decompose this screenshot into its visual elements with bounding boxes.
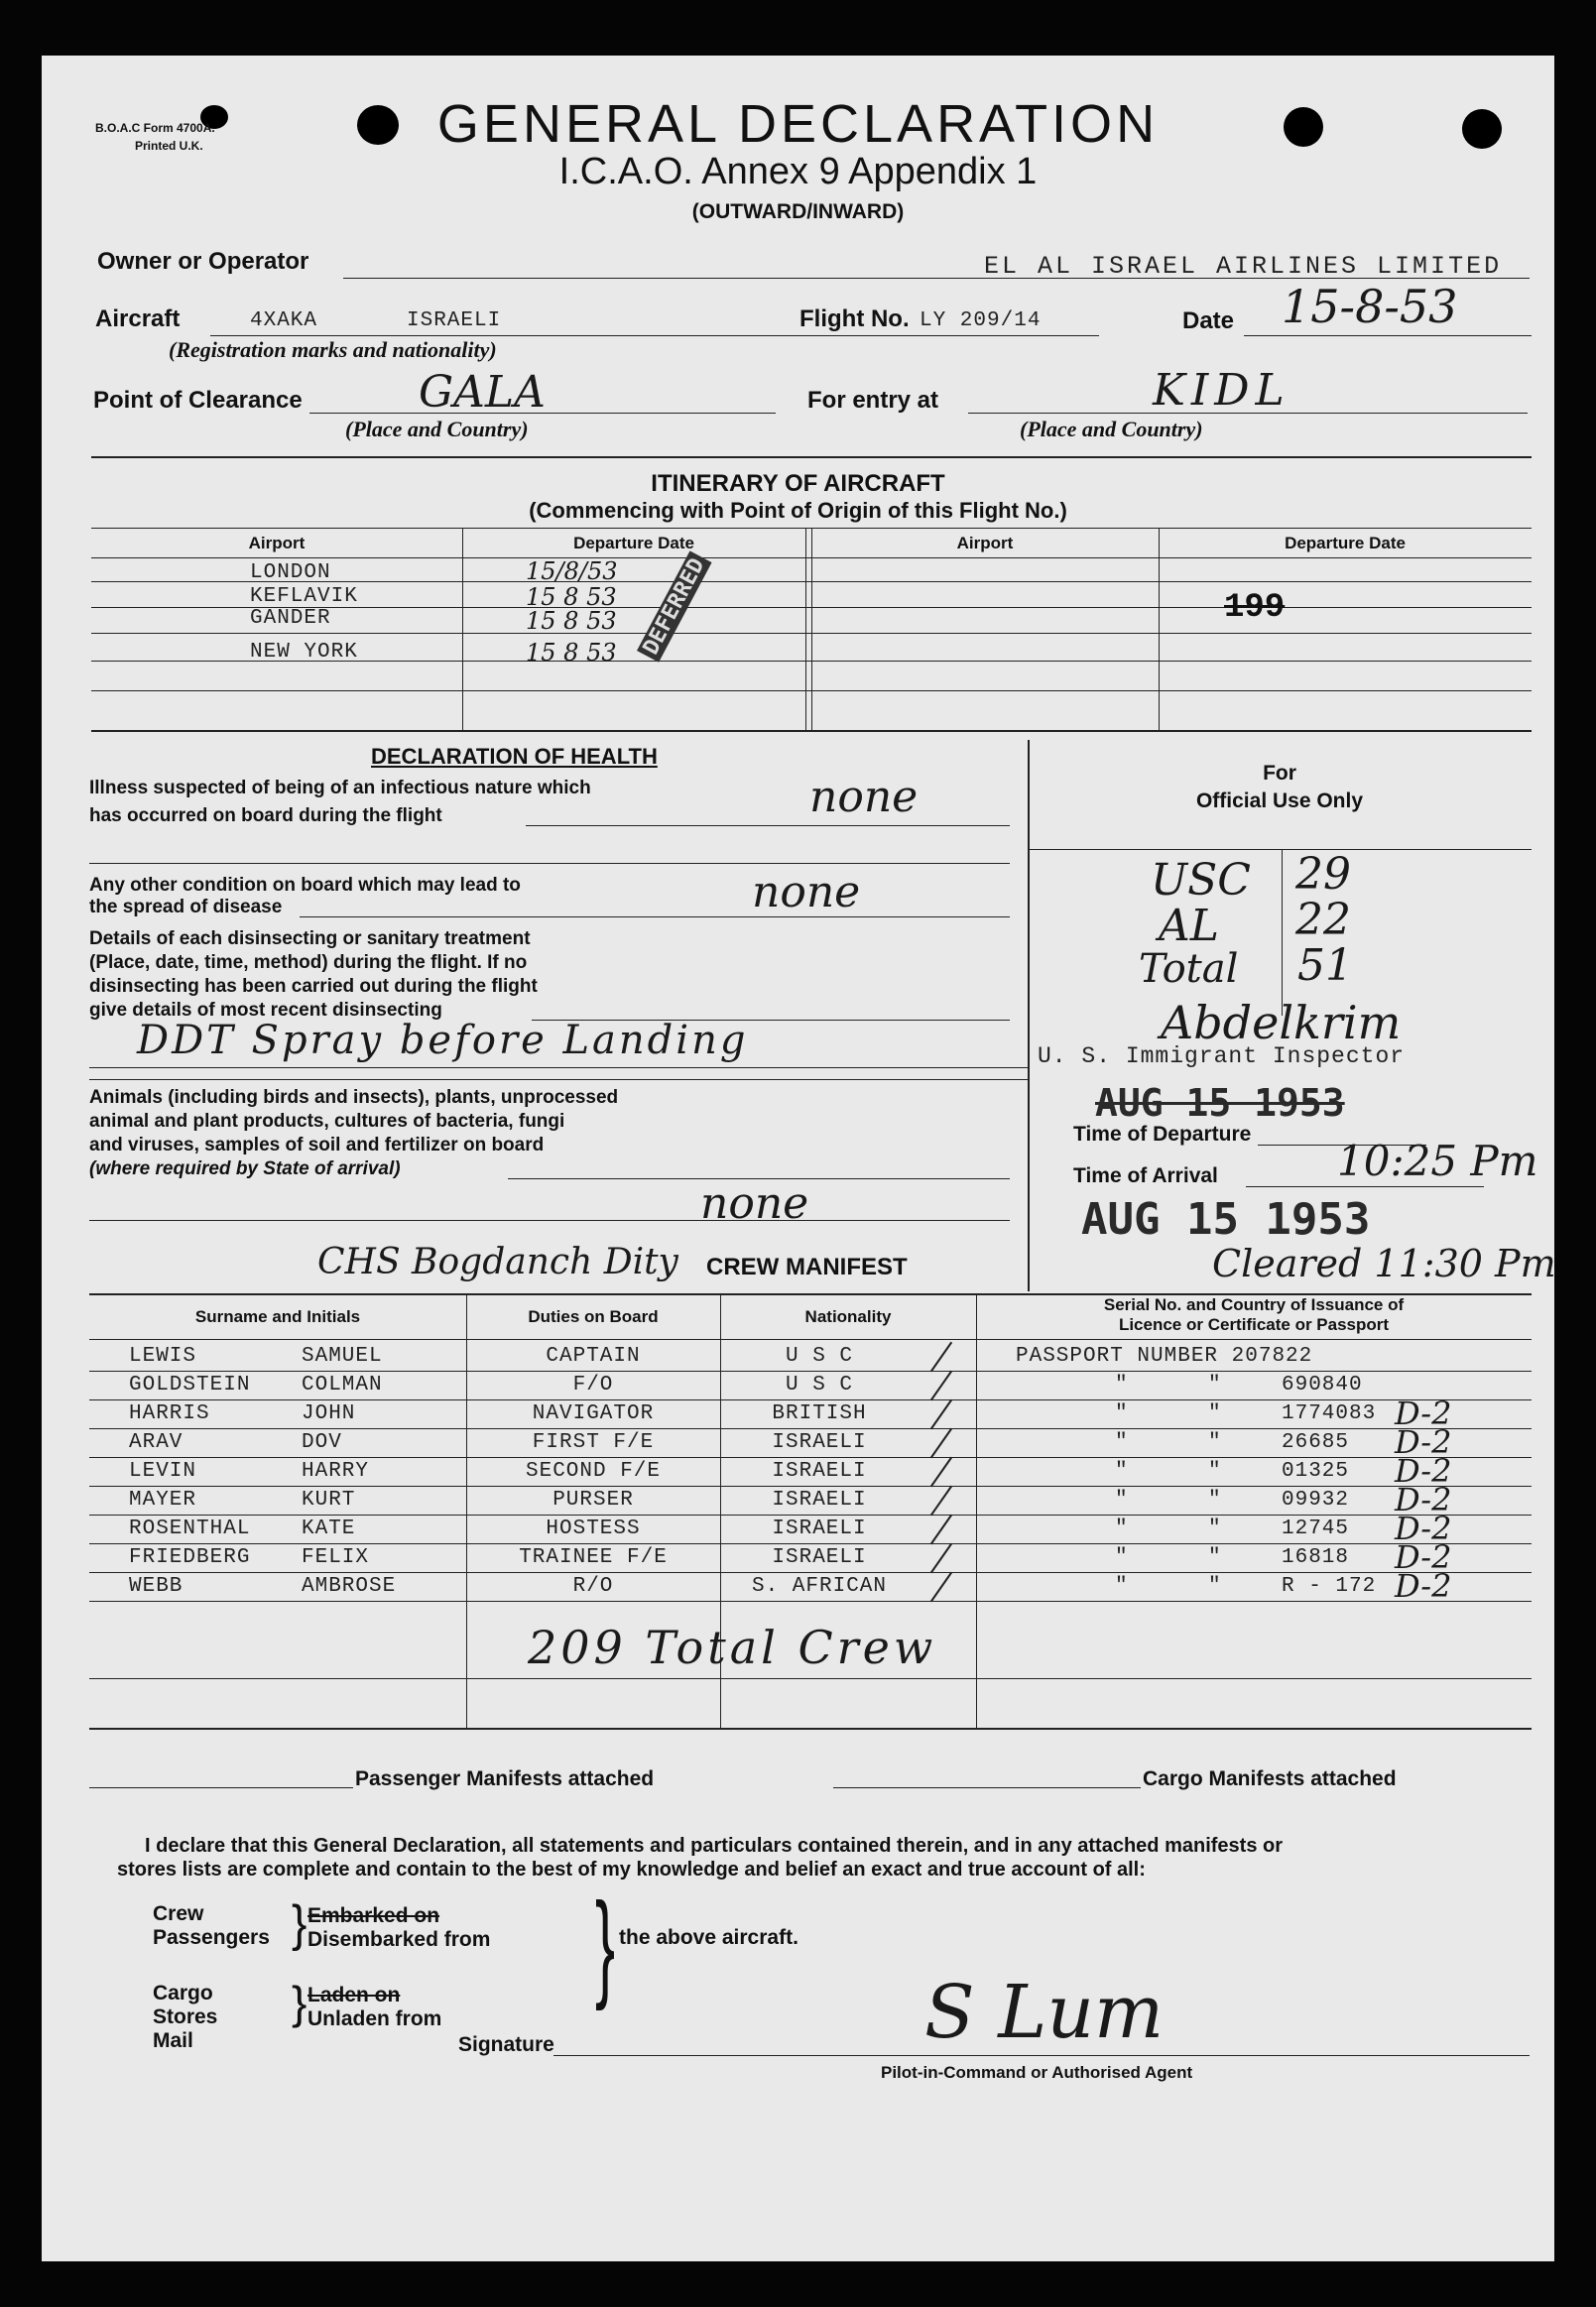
- crew-row-line: [89, 1601, 1532, 1602]
- crew-ditto: ": [1208, 1575, 1222, 1598]
- crew-surname: ROSENTHAL: [129, 1518, 251, 1540]
- declaration-line-1: I declare that this General Declaration, all statements and particulars contained therein, and in any attached manifests or: [145, 1835, 1284, 1857]
- entry-value: KIDL: [1153, 365, 1290, 416]
- crew-duty: R/O: [572, 1575, 614, 1598]
- health-line: [89, 863, 1010, 864]
- health-q1a: Illness suspected of being of an infectious nature which: [89, 778, 591, 798]
- official-col-line: [1282, 849, 1283, 1016]
- crew-serial: 09932: [1282, 1489, 1350, 1512]
- brace-1: }: [292, 1894, 307, 1952]
- crew-mark: D-2: [1395, 1510, 1452, 1547]
- health-q2a: Any other condition on board which may lead to: [89, 875, 521, 896]
- health-line: [89, 1067, 1028, 1068]
- arrival-stamp: AUG 15 1953: [1081, 1194, 1371, 1245]
- itinerary-bottom-line: [91, 730, 1532, 732]
- health-a2: none: [752, 867, 861, 917]
- itin-airport-3: GANDER: [250, 607, 331, 630]
- crew-total-note: 209 Total Crew: [528, 1621, 937, 1674]
- crew-ditto: ": [1115, 1489, 1129, 1512]
- check-mark: [930, 1457, 952, 1488]
- crew-mark: D-2: [1395, 1567, 1452, 1605]
- aircraft-reg: 4XAKA: [250, 309, 318, 332]
- crew-col-serial-2: Licence or Certificate or Passport: [1118, 1315, 1390, 1334]
- itinerary-col-date: Departure Date: [573, 534, 694, 552]
- crew-col-serial-1: Serial No. and Country of Issuance of: [1103, 1295, 1405, 1314]
- crew-ditto: ": [1208, 1374, 1222, 1396]
- departure-label: Time of Departure: [1073, 1123, 1252, 1146]
- crew-row-line: [89, 1543, 1532, 1544]
- itinerary-number: 199: [1224, 589, 1286, 627]
- check-mark: [930, 1543, 952, 1574]
- form-title: GENERAL DECLARATION: [436, 94, 1160, 154]
- crew-row-line: [89, 1572, 1532, 1573]
- crew-nationality: ISRAELI: [772, 1546, 867, 1569]
- deferred-stamp: DEFERRED: [637, 550, 712, 662]
- crew-word: Crew: [153, 1902, 204, 1925]
- date-line: [1244, 335, 1532, 336]
- brace-big: }: [595, 1879, 616, 2011]
- crew-row-line: [89, 1428, 1532, 1429]
- health-line: [526, 825, 1010, 826]
- usc-value: 29: [1295, 849, 1351, 900]
- cargo-word: Cargo: [153, 1982, 213, 2004]
- health-line: [89, 1079, 1028, 1080]
- check-mark: [930, 1572, 952, 1603]
- crew-initials: KATE: [302, 1518, 356, 1540]
- itin-date-2: 15 8 53: [526, 583, 617, 611]
- crew-col-duty: Duties on Board: [528, 1307, 659, 1326]
- check-mark: [930, 1342, 952, 1373]
- health-q4a: Animals (including birds and insects), plants, unprocessed: [89, 1087, 619, 1108]
- crew-nationality: U S C: [785, 1345, 853, 1368]
- flight-value: LY 209/14: [920, 309, 1042, 332]
- itinerary-row-line: [91, 690, 1532, 691]
- crew-ditto: ": [1115, 1546, 1129, 1569]
- brace-2: }: [292, 1977, 307, 2028]
- crew-serial: 1774083: [1282, 1402, 1377, 1425]
- crew-nationality: S. AFRICAN: [751, 1575, 888, 1598]
- health-q4c: and viruses, samples of soil and fertilizer on board: [89, 1135, 545, 1155]
- inspector-signature: Abdelkrim: [1161, 996, 1402, 1049]
- usc-label: USC: [1151, 855, 1251, 906]
- itin-date-4: 15 8 53: [526, 639, 617, 667]
- flight-label: Flight No.: [799, 305, 910, 332]
- cargo-line: [833, 1787, 1141, 1788]
- aircraft-nationality: ISRAELI: [407, 309, 502, 332]
- total-value: 51: [1297, 940, 1353, 991]
- health-q3c: disinsecting has been carried out during the flight: [89, 976, 538, 997]
- itin-date-3: 15 8 53: [526, 607, 617, 635]
- flight-line: [915, 335, 1099, 336]
- crew-nationality: BRITISH: [772, 1402, 867, 1425]
- al-label: AL: [1159, 901, 1219, 951]
- itinerary-col-airport: Airport: [248, 534, 306, 552]
- crew-initials: JOHN: [302, 1402, 356, 1425]
- clearance-value: GALA: [419, 367, 546, 418]
- crew-nationality: ISRAELI: [772, 1518, 867, 1540]
- crew-ditto: ": [1115, 1374, 1129, 1396]
- stores-word: Stores: [153, 2005, 218, 2028]
- crew-initials: HARRY: [302, 1460, 370, 1483]
- passenger-line: [89, 1787, 353, 1788]
- date-value: 15-8-53: [1282, 280, 1458, 333]
- itinerary-subtitle: (Commencing with Point of Origin of this Flight No.): [529, 498, 1067, 523]
- crew-surname: LEVIN: [129, 1460, 197, 1483]
- declaration-line-2: stores lists are complete and contain to the best of my knowledge and belief an exact and true account of all:: [117, 1859, 1146, 1881]
- entry-hint: (Place and Country): [1020, 417, 1203, 441]
- crew-row-line: [89, 1486, 1532, 1487]
- crew-mark: D-2: [1395, 1538, 1452, 1576]
- crew-serial: PASSPORT NUMBER 207822: [1016, 1345, 1313, 1368]
- crew-col-nat: Nationality: [804, 1307, 892, 1326]
- crew-serial: 26685: [1282, 1431, 1350, 1454]
- crew-ditto: ": [1115, 1402, 1129, 1425]
- crew-initials: SAMUEL: [302, 1345, 383, 1368]
- crew-serial: R - 172: [1282, 1575, 1377, 1598]
- entry-label: For entry at: [807, 387, 939, 414]
- crew-row-line: [89, 1399, 1532, 1400]
- official-title-1: For: [1263, 762, 1296, 785]
- aircraft-hint: (Registration marks and nationality): [169, 337, 497, 362]
- arrival-value: 10:25 Pm: [1337, 1137, 1538, 1185]
- itin-airport-2: KEFLAVIK: [250, 585, 358, 608]
- crew-duty: TRAINEE F/E: [519, 1546, 668, 1569]
- health-q2b: the spread of disease: [89, 897, 283, 917]
- aircraft-label: Aircraft: [95, 305, 181, 332]
- form-code-1: B.O.A.C Form 4700A.: [95, 121, 215, 135]
- crew-row-line: [89, 1457, 1532, 1458]
- crew-mark: D-2: [1395, 1481, 1452, 1518]
- disembarked-option: Disembarked from: [307, 1928, 491, 1951]
- crew-mark: D-2: [1395, 1452, 1452, 1490]
- crew-nationality: ISRAELI: [772, 1431, 867, 1454]
- crew-initials: KURT: [302, 1489, 356, 1512]
- crew-ditto: ": [1208, 1546, 1222, 1569]
- crew-col-name: Surname and Initials: [194, 1307, 361, 1326]
- health-line: [89, 1220, 1010, 1221]
- crew-ditto: ": [1115, 1431, 1129, 1454]
- crew-row-line: [89, 1678, 1532, 1679]
- crew-initials: AMBROSE: [302, 1575, 397, 1598]
- crew-nationality: U S C: [785, 1374, 853, 1396]
- struck-stamp: AUG 15 1953: [1095, 1081, 1345, 1125]
- clearance-label: Point of Clearance: [93, 387, 303, 414]
- total-label: Total: [1139, 946, 1239, 992]
- health-q3a: Details of each disinsecting or sanitary treatment: [89, 928, 531, 949]
- crew-row-line: [89, 1515, 1532, 1516]
- crew-mark: D-2: [1395, 1395, 1452, 1432]
- health-a4: none: [700, 1178, 809, 1229]
- pilot-label: Pilot-in-Command or Authorised Agent: [881, 2063, 1193, 2082]
- arrival-label: Time of Arrival: [1073, 1164, 1218, 1187]
- crew-duty: SECOND F/E: [525, 1460, 662, 1483]
- crew-nationality: ISRAELI: [772, 1489, 867, 1512]
- health-q1b: has occurred on board during the flight: [89, 805, 442, 826]
- date-label: Date: [1182, 307, 1235, 334]
- health-divider: [1028, 740, 1030, 1291]
- itinerary-title: ITINERARY OF AIRCRAFT: [651, 470, 945, 497]
- crew-bottom-line: [89, 1728, 1532, 1730]
- unladen-option: Unladen from: [307, 2007, 442, 2030]
- form-subtitle: I.C.A.O. Annex 9 Appendix 1: [558, 151, 1038, 192]
- crew-ditto: ": [1208, 1402, 1222, 1425]
- crew-mark: D-2: [1395, 1423, 1452, 1461]
- crew-serial: 12745: [1282, 1518, 1350, 1540]
- passenger-manifests: Passenger Manifests attached: [355, 1767, 655, 1790]
- mail-word: Mail: [153, 2029, 193, 2052]
- crew-surname: HARRIS: [129, 1402, 210, 1425]
- owner-value: EL AL ISRAEL AIRLINES LIMITED: [984, 252, 1503, 281]
- above-aircraft: the above aircraft.: [619, 1926, 798, 1949]
- crew-duty: F/O: [572, 1374, 614, 1396]
- crew-surname: GOLDSTEIN: [129, 1374, 251, 1396]
- crew-ditto: ": [1208, 1518, 1222, 1540]
- embarked-option: Embarked on: [307, 1904, 440, 1927]
- crew-title: CREW MANIFEST: [706, 1254, 908, 1280]
- declaration-form: [42, 56, 1554, 2261]
- itin-date-1: 15/8/53: [526, 557, 618, 585]
- itinerary-col-airport-2: Airport: [956, 534, 1014, 552]
- health-q4d: (where required by State of arrival): [89, 1158, 401, 1179]
- health-q3d: give details of most recent disinsecting: [89, 1000, 442, 1021]
- crew-initials: FELIX: [302, 1546, 370, 1569]
- itinerary-col-date-2: Departure Date: [1285, 534, 1406, 552]
- crew-surname: FRIEDBERG: [129, 1546, 251, 1569]
- cargo-manifests: Cargo Manifests attached: [1143, 1767, 1397, 1790]
- signature: S Lum: [924, 1970, 1165, 2055]
- health-q4b: animal and plant products, cultures of bacteria, fungi: [89, 1111, 565, 1132]
- crew-ditto: ": [1208, 1431, 1222, 1454]
- health-line: [300, 916, 1010, 917]
- form-code-2: Printed U.K.: [135, 139, 203, 153]
- check-mark: [930, 1428, 952, 1459]
- clearance-hint: (Place and Country): [345, 417, 529, 441]
- crew-ditto: ": [1115, 1575, 1129, 1598]
- crew-surname: MAYER: [129, 1489, 197, 1512]
- crew-header-line: [89, 1339, 1532, 1340]
- official-line: [1028, 849, 1532, 850]
- crew-row-line: [89, 1371, 1532, 1372]
- al-value: 22: [1295, 895, 1351, 945]
- aircraft-line: [210, 335, 926, 336]
- crew-initials: DOV: [302, 1431, 342, 1454]
- cleared-note: Cleared 11:30 Pm: [1212, 1242, 1556, 1285]
- signature-line: [553, 2055, 1530, 2056]
- health-q3b: (Place, date, time, method) during the flight. If no: [89, 952, 528, 973]
- crew-surname: LEWIS: [129, 1345, 197, 1368]
- arrival-line: [1246, 1186, 1484, 1187]
- check-mark: [930, 1371, 952, 1401]
- itinerary-row-line: [91, 633, 1532, 634]
- itin-airport-1: LONDON: [250, 561, 331, 584]
- crew-ditto: ": [1115, 1518, 1129, 1540]
- check-mark: [930, 1399, 952, 1430]
- laden-option: Laden on: [307, 1984, 401, 2006]
- crew-serial: 690840: [1282, 1374, 1363, 1396]
- crew-ditto: ": [1208, 1460, 1222, 1483]
- form-direction: (OUTWARD/INWARD): [691, 200, 905, 223]
- crew-surname: ARAV: [129, 1431, 184, 1454]
- crew-duty: NAVIGATOR: [532, 1402, 655, 1425]
- passengers-word: Passengers: [153, 1926, 270, 1949]
- crew-note: CHS Bogdanch Dity: [317, 1242, 678, 1282]
- owner-label: Owner or Operator: [97, 248, 309, 275]
- crew-serial: 16818: [1282, 1546, 1350, 1569]
- health-a3: DDT Spray before Landing: [137, 1018, 749, 1063]
- health-a1: none: [809, 772, 919, 822]
- itin-airport-4: NEW YORK: [250, 641, 358, 664]
- crew-ditto: ": [1115, 1460, 1129, 1483]
- divider: [91, 456, 1532, 458]
- crew-duty: CAPTAIN: [546, 1345, 641, 1368]
- health-title: DECLARATION OF HEALTH: [371, 744, 658, 769]
- check-mark: [930, 1515, 952, 1545]
- official-title-2: Official Use Only: [1195, 789, 1364, 812]
- itinerary-header-line: [91, 557, 1532, 558]
- crew-duty: PURSER: [552, 1489, 634, 1512]
- crew-duty: HOSTESS: [546, 1518, 641, 1540]
- crew-serial: 01325: [1282, 1460, 1350, 1483]
- crew-initials: COLMAN: [302, 1374, 383, 1396]
- crew-nationality: ISRAELI: [772, 1460, 867, 1483]
- inspector-label: U. S. Immigrant Inspector: [1038, 1043, 1406, 1069]
- crew-surname: WEBB: [129, 1575, 184, 1598]
- crew-col-line: [976, 1293, 977, 1728]
- crew-ditto: ": [1208, 1489, 1222, 1512]
- signature-label: Signature: [458, 2033, 554, 2056]
- crew-duty: FIRST F/E: [532, 1431, 655, 1454]
- check-mark: [930, 1486, 952, 1517]
